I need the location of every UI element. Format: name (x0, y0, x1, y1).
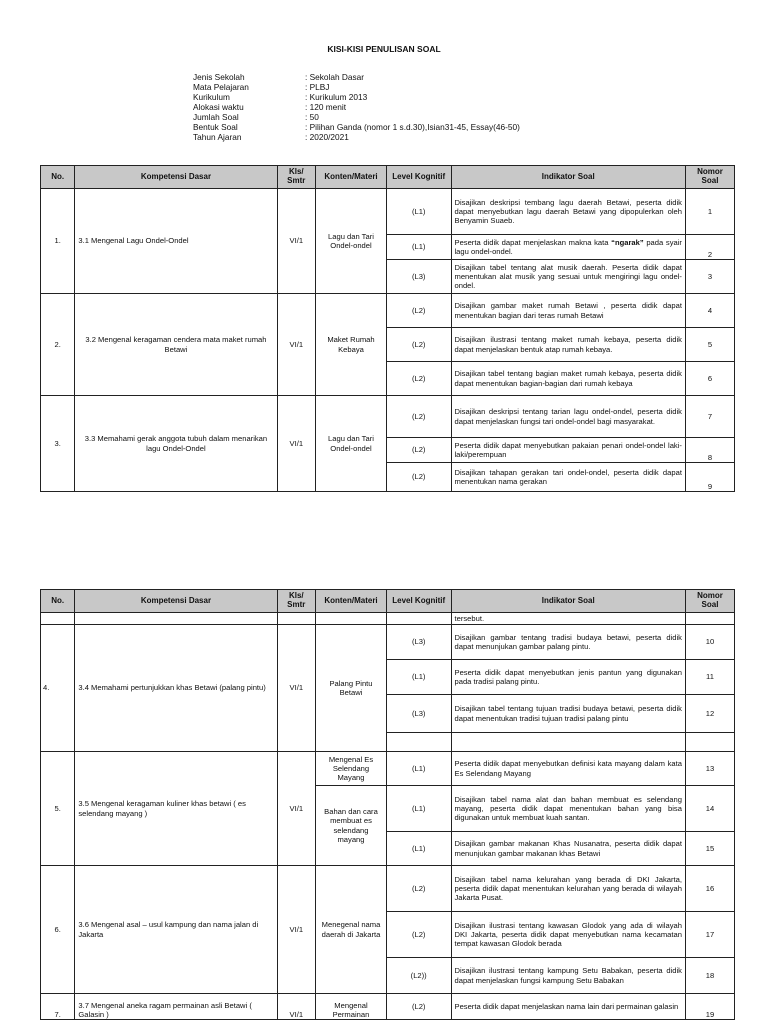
cell-nomor: 6 (685, 362, 734, 396)
cell-nomor: 14 (685, 786, 734, 832)
meta-value: : 120 menit (305, 102, 347, 112)
cell-no: 6. (41, 866, 75, 994)
cell-kompetensi: 3.4 Memahami pertunjukkan khas Betawi (palang pintu) (75, 625, 277, 752)
cell-level: (L2) (386, 463, 451, 492)
cell-kompetensi: 3.2 Mengenal keragaman cendera mata maket rumah Betawi (75, 294, 277, 396)
cell-indikator: Disajikan ilustrasi tentang kawasan Glodok yang ada di wilayah DKI Jakarta, peserta didik dapat menyebutkan nama kecamatan tempat kawasan Glodok berada (451, 912, 685, 958)
meta-label: Jenis Sekolah (193, 72, 245, 82)
meta-row (193, 102, 520, 112)
cell-indikator: Peserta didik dapat menyebutkan jenis pantun yang digunakan pada tradisi palang pintu. (451, 660, 685, 695)
cell-indikator: Disajikan tabel tentang tujuan tradisi budaya betawi, peserta didik dapat menentukan tradisi tujuan tradisi palang pintu (451, 695, 685, 733)
cell-kls: VI/1 (277, 866, 316, 994)
cell-level: (L1) (386, 660, 451, 695)
cell-no: 4. (41, 625, 75, 752)
table-header-row (41, 166, 735, 189)
cell-level (386, 733, 451, 752)
meta-value: : 2020/2021 (305, 132, 349, 142)
meta-row (193, 72, 520, 82)
cell-nomor: 18 (685, 958, 734, 994)
table-row (41, 189, 735, 235)
cell-konten: Lagu dan Tari Ondel-ondel (316, 189, 387, 294)
table-row (41, 752, 735, 786)
cell-konten: Maket Rumah Kebaya (316, 294, 387, 396)
cell-nomor: 2 (685, 235, 734, 260)
cell-indikator: Disajikan deskripsi tentang tarian lagu ondel-ondel, peserta didik dapat menjelaskan fungsi tari ondel-ondel bagi masyarakat. (451, 396, 685, 438)
cell-level: (L3) (386, 260, 451, 294)
table-row (41, 994, 735, 1020)
cell-level: (L3) (386, 695, 451, 733)
cell-nomor: 5 (685, 328, 734, 362)
cell-indikator: Disajikan gambar makanan Khas Nusanatra, peserta didik dapat menunjukan gambar makanan khas Betawi (451, 832, 685, 866)
meta-value: : Pilihan Ganda (nomor 1 s.d.30),Isian31-45, Essay(46-50) (305, 122, 520, 132)
meta-row (193, 112, 520, 122)
cell-kompetensi: 3.7 Mengenal aneka ragam permainan asli Betawi ( Galasin ) (75, 994, 277, 1020)
meta-label: Kurikulum (193, 92, 230, 102)
cell-level: (L2)) (386, 958, 451, 994)
indikator-text: Peserta didik dapat menjelaskan makna kata (454, 237, 612, 247)
cell-indikator: Disajikan ilustrasi tentang kampung Setu Babakan, peserta didik dapat menjelaskan fungsi kampung Setu Babakan (451, 958, 685, 994)
cell-no: 1. (41, 189, 75, 294)
header-indikator-soal: Indikator Soal (451, 590, 685, 613)
meta-row (193, 122, 520, 132)
cell-kls: VI/1 (277, 625, 316, 752)
cell-nomor (685, 733, 734, 752)
cell-kompetensi (75, 613, 277, 625)
cell-level: (L2) (386, 438, 451, 463)
cell-indikator: Disajikan tabel nama kelurahan yang berada di DKI Jakarta, peserta didik dapat menentukan kelurahan yang berada di wilayah Jakarta Pusat. (451, 866, 685, 912)
cell-indikator (451, 235, 685, 260)
meta-label: Bentuk Soal (193, 122, 238, 132)
header-konten-materi: Konten/Materi (316, 590, 387, 613)
document-meta (193, 72, 520, 142)
header-kls-smtr: Kls/ Smtr (277, 590, 316, 613)
cell-indikator: Disajikan deskripsi tembang lagu daerah Betawi, peserta didik dapat menyebutkan lagu daerah Betawi yang dipopulerkan oleh Benyamin Suaeb. (451, 189, 685, 235)
cell-level: (L2) (386, 994, 451, 1020)
cell-no: 5. (41, 752, 75, 866)
header-kls-smtr: Kls/ Smtr (277, 166, 316, 189)
cell-indikator (451, 733, 685, 752)
cell-no: 3. (41, 396, 75, 492)
indikator-keyword: “ngarak” (611, 237, 644, 247)
header-no: No. (41, 590, 75, 613)
cell-kompetensi: 3.3 Memahami gerak anggota tubuh dalam menarikan lagu Ondel-Ondel (75, 396, 277, 492)
meta-value: : Kurikulum 2013 (305, 92, 368, 102)
cell-kompetensi: 3.1 Mengenal Lagu Ondel-Ondel (75, 189, 277, 294)
table-row (41, 613, 735, 625)
cell-nomor: 15 (685, 832, 734, 866)
cell-konten: Palang Pintu Betawi (316, 625, 387, 752)
header-nomor-soal: Nomor Soal (685, 590, 734, 613)
table-row (41, 866, 735, 912)
cell-konten: Menegenal nama daerah di Jakarta (316, 866, 387, 994)
cell-level: (L2) (386, 362, 451, 396)
kisi-table-1 (40, 165, 735, 492)
cell-indikator: Disajikan ilustrasi tentang maket rumah kebaya, peserta didik dapat menjelaskan bentuk atap rumah kebaya. (451, 328, 685, 362)
meta-label: Mata Pelajaran (193, 82, 249, 92)
header-level-kognitif: Level Kognitif (386, 590, 451, 613)
header-kompetensi-dasar: Kompetensi Dasar (75, 590, 277, 613)
cell-nomor: 16 (685, 866, 734, 912)
cell-indikator: Disajikan tabel tentang bagian maket rumah kebaya, peserta didik dapat menentukan bagian-bagian dari rumah kebaya (451, 362, 685, 396)
meta-value: : PLBJ (305, 82, 330, 92)
cell-indikator: Disajikan tahapan gerakan tari ondel-ondel, peserta didik dapat menentukan nama gerakan (451, 463, 685, 492)
cell-nomor: 7 (685, 396, 734, 438)
meta-label: Alokasi waktu (193, 102, 244, 112)
cell-level: (L1) (386, 189, 451, 235)
cell-nomor: 4 (685, 294, 734, 328)
cell-no: 2. (41, 294, 75, 396)
meta-row (193, 132, 520, 142)
meta-label: Jumlah Soal (193, 112, 239, 122)
cell-indikator: Disajikan gambar tentang tradisi budaya betawi, peserta didik dapat menunjukan gambar palang pintu. (451, 625, 685, 660)
cell-kompetensi: 3.6 Mengenal asal – usul kampung dan nama jalan di Jakarta (75, 866, 277, 994)
cell-kls: VI/1 (277, 396, 316, 492)
cell-konten: Mengenal Permainan (316, 994, 387, 1020)
meta-row (193, 82, 520, 92)
cell-level: (L1) (386, 235, 451, 260)
cell-nomor: 10 (685, 625, 734, 660)
cell-indikator: Peserta didik dapat menjelaskan nama lain dari permainan galasin (451, 994, 685, 1020)
meta-label: Tahun Ajaran (193, 132, 242, 142)
cell-level: (L1) (386, 832, 451, 866)
cell-nomor: 8 (685, 438, 734, 463)
cell-indikator: Peserta didik dapat menyebutkan definisi kata mayang dalam kata Es Selendang Mayang (451, 752, 685, 786)
cell-kompetensi: 3.5 Mengenal keragaman kuliner khas betawi ( es selendang mayang ) (75, 752, 277, 866)
cell-nomor: 11 (685, 660, 734, 695)
cell-level: (L1) (386, 786, 451, 832)
cell-nomor: 12 (685, 695, 734, 733)
cell-nomor: 13 (685, 752, 734, 786)
header-konten-materi: Konten/Materi (316, 166, 387, 189)
cell-indikator: Disajikan gambar maket rumah Betawi , peserta didik dapat menentukan bagian dari teras rumah Betawi (451, 294, 685, 328)
header-indikator-soal: Indikator Soal (451, 166, 685, 189)
header-level-kognitif: Level Kognitif (386, 166, 451, 189)
cell-level: (L2) (386, 328, 451, 362)
cell-level (386, 613, 451, 625)
table-row (41, 396, 735, 438)
cell-indikator: Peserta didik dapat menyebutkan pakaian penari ondel-ondel laki-laki/perempuan (451, 438, 685, 463)
meta-row (193, 92, 520, 102)
meta-value: : 50 (305, 112, 319, 122)
header-no: No. (41, 166, 75, 189)
cell-kls: VI/1 (277, 994, 316, 1020)
table-row (41, 625, 735, 660)
page-title: KISI-KISI PENULISAN SOAL (327, 44, 441, 54)
cell-nomor: 19 (685, 994, 734, 1020)
meta-value: : Sekolah Dasar (305, 72, 365, 82)
cell-nomor: 3 (685, 260, 734, 294)
cell-nomor: 9 (685, 463, 734, 492)
cell-nomor: 1 (685, 189, 734, 235)
cell-kls (277, 613, 316, 625)
kisi-table-2 (40, 589, 735, 1020)
table-header-row (41, 590, 735, 613)
cell-level: (L1) (386, 752, 451, 786)
cell-konten (316, 613, 387, 625)
cell-kls: VI/1 (277, 294, 316, 396)
cell-indikator: Disajikan tabel tentang alat musik daerah. Peserta didik dapat menentukan alat musik yang sesuai untuk mengiringi lagu ondel-ondel. (451, 260, 685, 294)
cell-no: 7. (41, 994, 75, 1020)
cell-konten: Bahan dan cara membuat es selendang mayang (316, 786, 387, 866)
cell-indikator: Disajikan tabel nama alat dan bahan membuat es selendang mayang, peserta didik dapat menentukan bahan yang bisa digunakan untuk membuat kuah santan. (451, 786, 685, 832)
cell-nomor: 17 (685, 912, 734, 958)
cell-kls: VI/1 (277, 189, 316, 294)
cell-konten: Lagu dan Tari Ondel-ondel (316, 396, 387, 492)
table-row (41, 294, 735, 328)
cell-no (41, 613, 75, 625)
header-kompetensi-dasar: Kompetensi Dasar (75, 166, 277, 189)
cell-kls: VI/1 (277, 752, 316, 866)
cell-nomor (685, 613, 734, 625)
cell-level: (L3) (386, 625, 451, 660)
cell-level: (L2) (386, 396, 451, 438)
cell-level: (L2) (386, 294, 451, 328)
header-nomor-soal: Nomor Soal (685, 166, 734, 189)
cell-level: (L2) (386, 912, 451, 958)
cell-level: (L2) (386, 866, 451, 912)
cell-konten: Mengenal Es Selendang Mayang (316, 752, 387, 786)
indikator-text: pada syair lagu ondel-ondel. (454, 237, 682, 256)
cell-indikator: tersebut. (451, 613, 685, 625)
